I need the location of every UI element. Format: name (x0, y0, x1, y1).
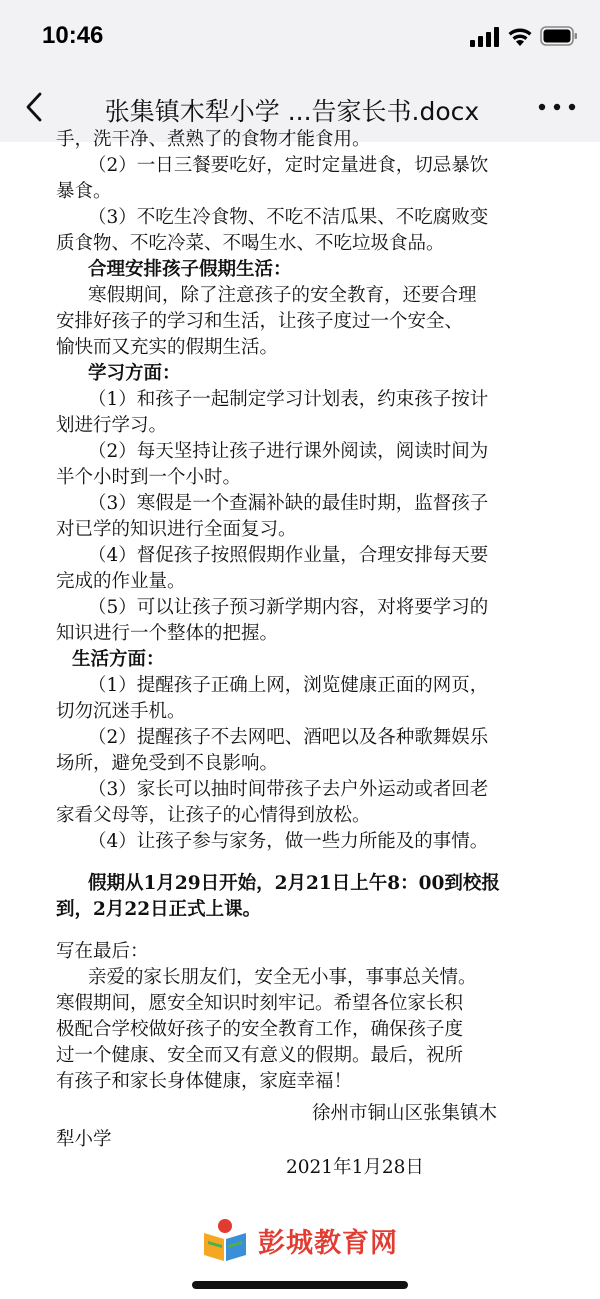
status-bar (0, 0, 600, 72)
doc-line: （2）提醒孩子不去网吧、酒吧以及各种歌舞娱乐 (88, 727, 489, 748)
battery-icon (540, 26, 578, 46)
signature-school: 犁小学 (56, 1129, 112, 1150)
doc-line: 暴食。 (56, 181, 112, 202)
watermark-text: 彭城教育网 (258, 1228, 398, 1259)
holiday-schedule-line: 到，2月22日正式上课。 (56, 899, 262, 920)
doc-line: （4）督促孩子按照假期作业量，合理安排每天要 (88, 545, 489, 566)
doc-line: 场所，避免受到不良影响。 (56, 753, 279, 774)
document-content[interactable] (0, 129, 600, 1299)
doc-line: 对已学的知识进行全面复习。 (56, 519, 297, 540)
doc-line: （5）可以让孩子预习新学期内容，对将要学习的 (88, 597, 489, 618)
home-indicator[interactable] (192, 1281, 408, 1289)
doc-line: 愉快而又充实的假期生活。 (56, 337, 279, 358)
watermark-logo (200, 1215, 410, 1265)
doc-line: （3）家长可以抽时间带孩子去户外运动或者回老 (88, 779, 489, 800)
doc-line: 家看父母等，让孩子的心情得到放松。 (56, 805, 371, 826)
closing-heading: 写在最后： (56, 941, 149, 962)
doc-line: （3）不吃生冷食物、不吃不洁瓜果、不吃腐败变 (88, 207, 489, 228)
doc-line: 安排好孩子的学习和生活，让孩子度过一个安全、 (56, 311, 464, 332)
doc-line: 切勿沉迷手机。 (56, 701, 186, 722)
book-logo-icon (200, 1217, 250, 1263)
doc-line: （4）让孩子参与家务，做一些力所能及的事情。 (88, 831, 489, 852)
doc-line: 过一个健康、安全而又有意义的假期。最后，祝所 (56, 1045, 464, 1066)
cellular-signal-icon (470, 27, 500, 47)
section-heading: 合理安排孩子假期生活： (88, 259, 292, 280)
doc-line: 划进行学习。 (56, 415, 168, 436)
status-time: 10:46 (42, 22, 104, 49)
doc-line: 寒假期间，除了注意孩子的安全教育，还要合理 (88, 285, 477, 306)
doc-line: 亲爱的家长朋友们，安全无小事，事事总关情。 (88, 967, 477, 988)
back-chevron-icon[interactable] (20, 91, 50, 123)
doc-line: （3）寒假是一个查漏补缺的最佳时期，监督孩子 (88, 493, 489, 514)
doc-line: （2）每天坚持让孩子进行课外阅读，阅读时间为 (88, 441, 489, 462)
doc-line: 极配合学校做好孩子的安全教育工作，确保孩子度 (56, 1019, 464, 1040)
doc-line: 质食物、不吃冷菜、不喝生水、不吃垃圾食品。 (56, 233, 445, 254)
section-heading: 学习方面： (88, 363, 181, 384)
doc-line: 半个小时到一个小时。 (56, 467, 242, 488)
doc-line: （1）提醒孩子正确上网，浏览健康正面的网页， (88, 675, 489, 696)
doc-line: 有孩子和家长身体健康，家庭幸福！ (56, 1071, 353, 1092)
section-heading: 生活方面： (72, 649, 165, 670)
wifi-icon (506, 25, 534, 47)
more-options-icon[interactable] (536, 98, 578, 116)
doc-line: （2）一日三餐要吃好，定时定量进食，切忌暴饮 (88, 155, 489, 176)
doc-line: 寒假期间，愿安全知识时刻牢记。希望各位家长积 (56, 993, 464, 1014)
doc-line: （1）和孩子一起制定学习计划表，约束孩子按计 (88, 389, 489, 410)
holiday-schedule-line: 假期从1月29日开始，2月21日上午8：00到校报 (88, 873, 500, 894)
document-title: 张集镇木犁小学 ...告家长书.docx (104, 97, 480, 126)
signature-school: 徐州市铜山区张集镇木 (312, 1103, 498, 1124)
doc-line: 手，洗干净、煮熟了的食物才能食用。 (56, 129, 371, 150)
signature-date: 2021年1月28日 (286, 1157, 424, 1178)
doc-line: 完成的作业量。 (56, 571, 186, 592)
doc-line: 知识进行一个整体的把握。 (56, 623, 279, 644)
